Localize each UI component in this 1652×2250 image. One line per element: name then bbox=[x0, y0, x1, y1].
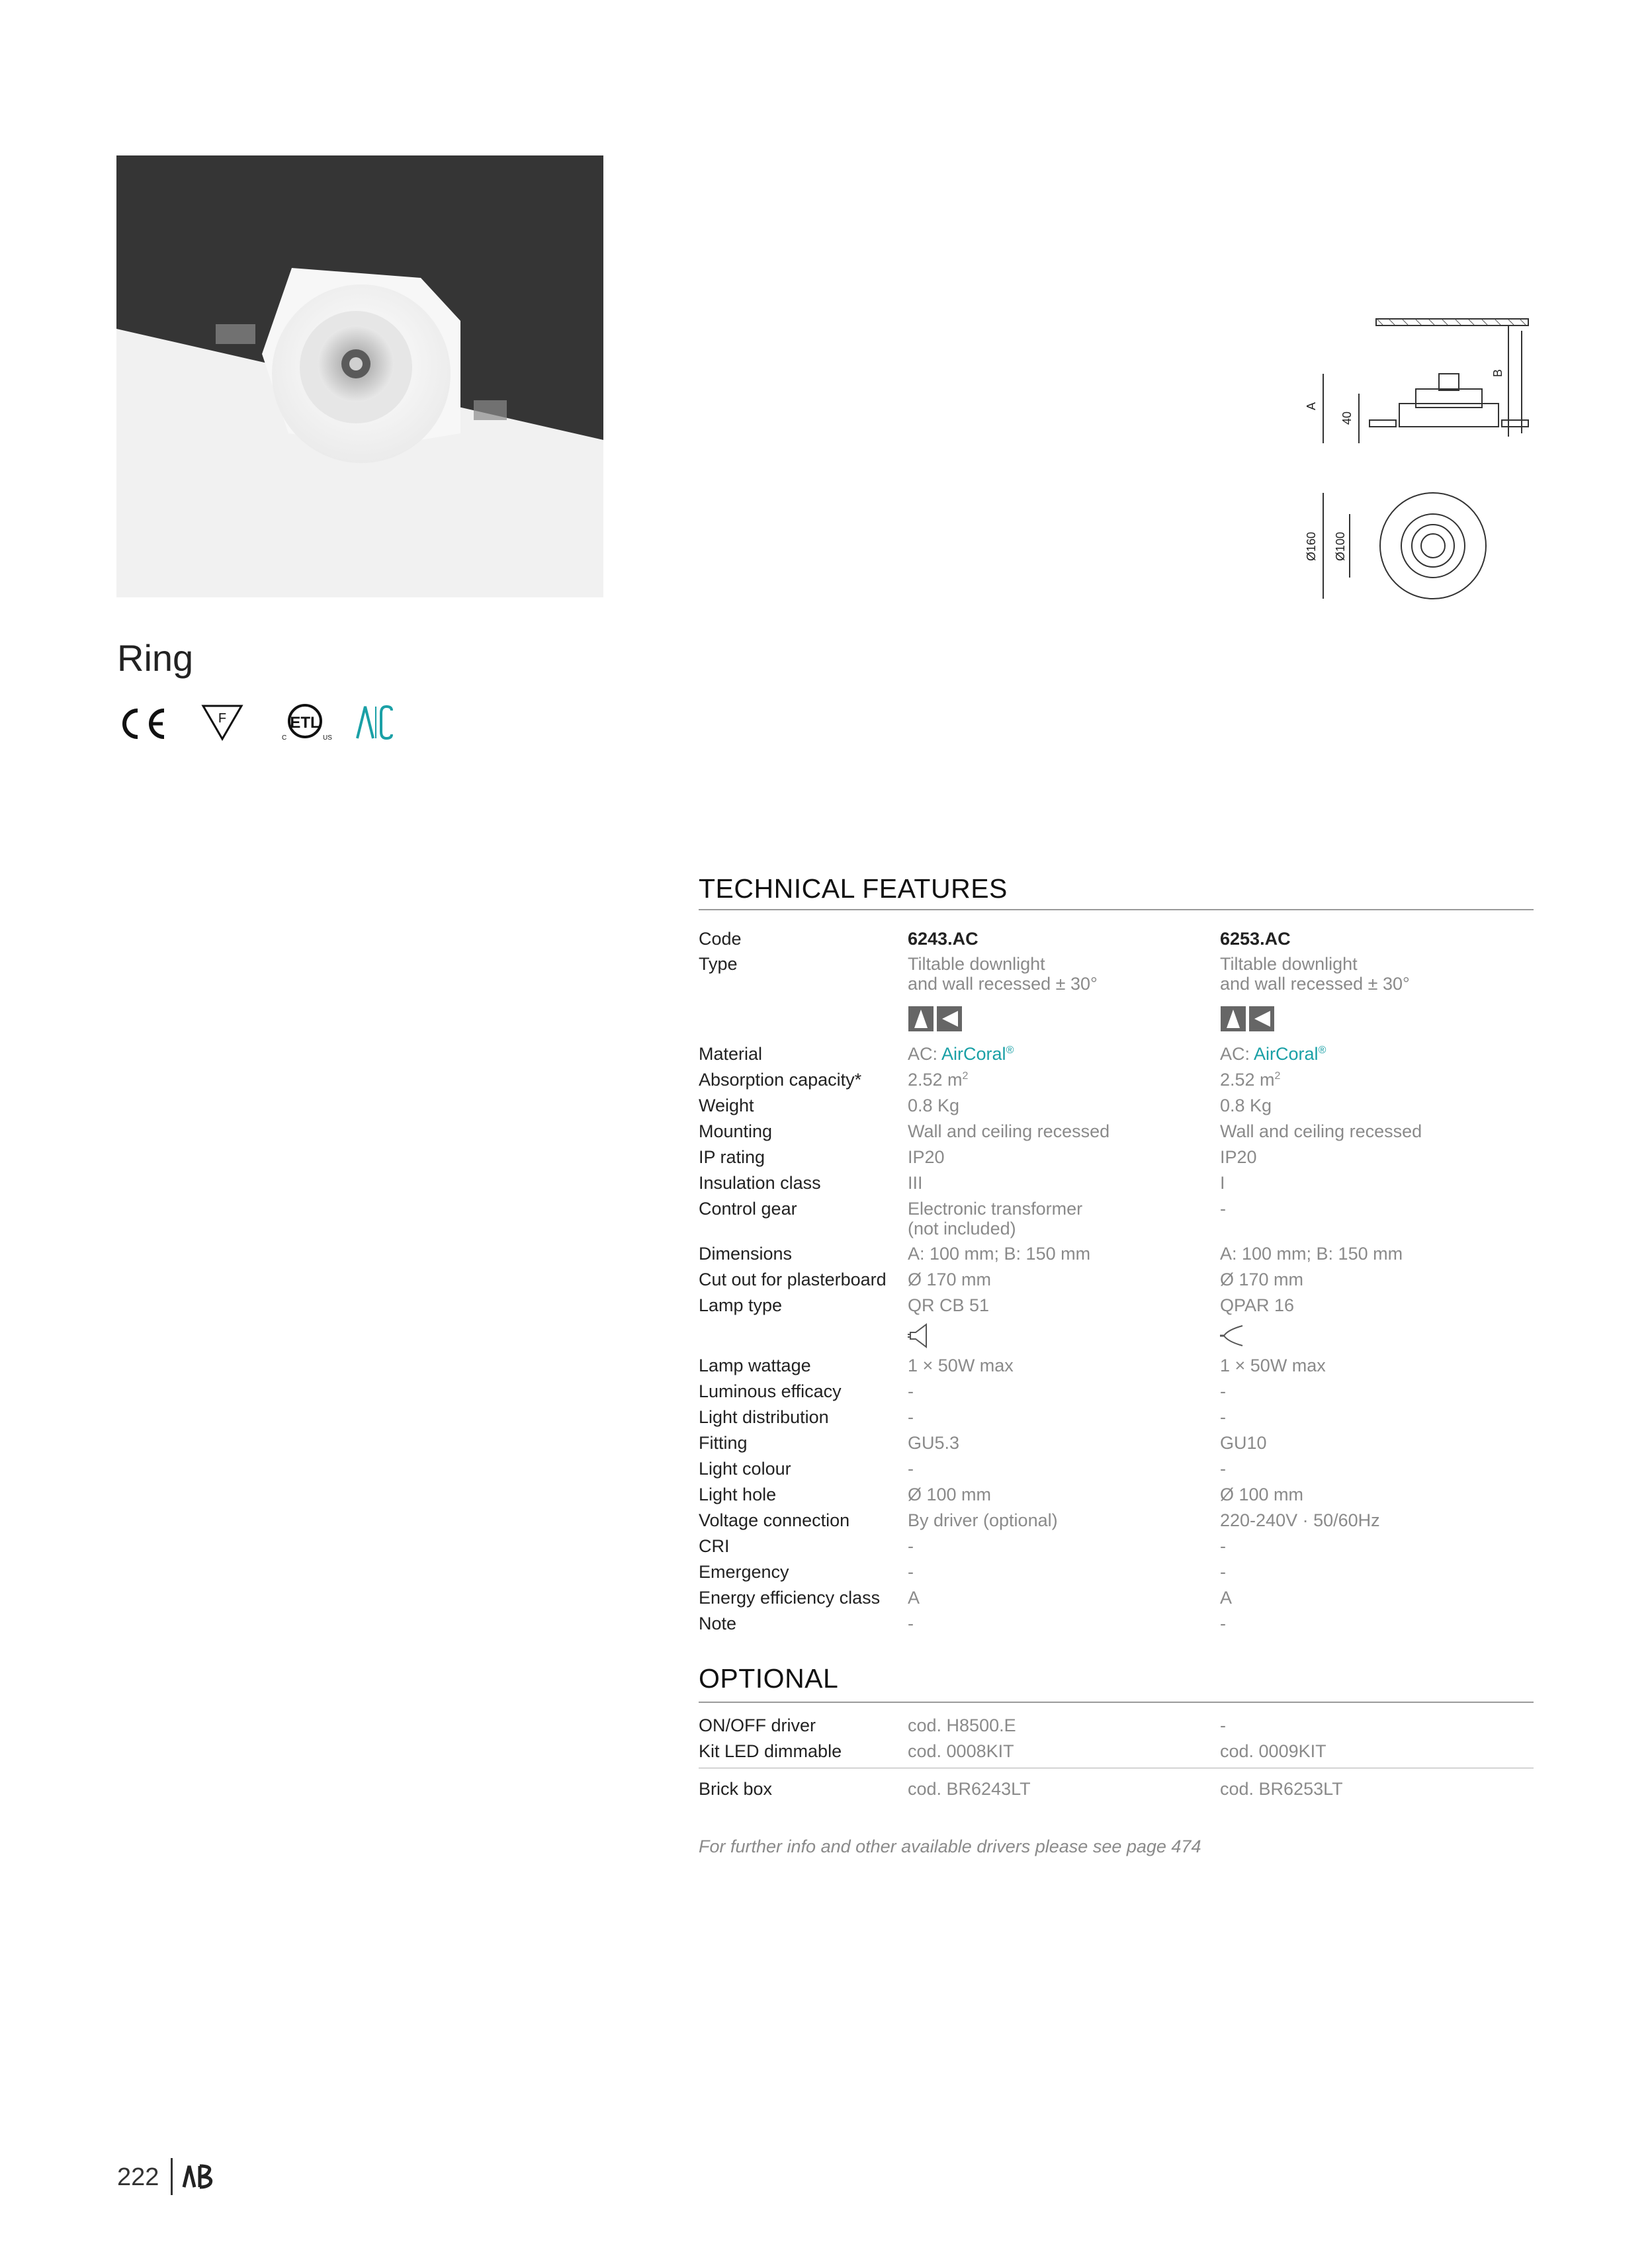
product-title: Ring bbox=[117, 637, 194, 679]
section-divider bbox=[699, 1702, 1534, 1703]
par-lamp-icon bbox=[1220, 1323, 1246, 1348]
svg-text:F: F bbox=[218, 711, 227, 726]
footnote: For further info and other available drivers please see page 474 bbox=[699, 1837, 1201, 1856]
brand-logo-icon bbox=[183, 2165, 213, 2188]
downlight-type-icon bbox=[1220, 1006, 1276, 1032]
ce-mark-icon bbox=[116, 707, 168, 741]
technical-features-title: TECHNICAL FEATURES bbox=[699, 873, 1008, 904]
ac-logo-icon bbox=[356, 704, 393, 741]
f-mark-icon bbox=[201, 704, 243, 741]
svg-text:US: US bbox=[323, 734, 332, 742]
dim-40-label: 40 bbox=[1340, 411, 1354, 425]
optional-title: OPTIONAL bbox=[699, 1663, 839, 1694]
product-photo bbox=[116, 155, 603, 597]
top-view-drawing bbox=[1305, 490, 1508, 615]
page-number: 222 bbox=[117, 2163, 159, 2191]
dim-b-label: B bbox=[1491, 368, 1504, 377]
section-divider bbox=[699, 909, 1534, 910]
dim-100-label: Ø100 bbox=[1334, 531, 1347, 561]
svg-text:ETL: ETL bbox=[290, 714, 320, 732]
side-section-drawing bbox=[1305, 311, 1548, 463]
etl-mark-icon bbox=[277, 701, 333, 744]
dim-a-label: A bbox=[1305, 402, 1318, 410]
svg-text:C: C bbox=[282, 734, 287, 742]
downlight-type-icon bbox=[908, 1006, 963, 1032]
footer-divider bbox=[171, 2158, 173, 2195]
dim-160-label: Ø160 bbox=[1305, 531, 1318, 561]
halogen-lamp-icon bbox=[908, 1323, 930, 1348]
